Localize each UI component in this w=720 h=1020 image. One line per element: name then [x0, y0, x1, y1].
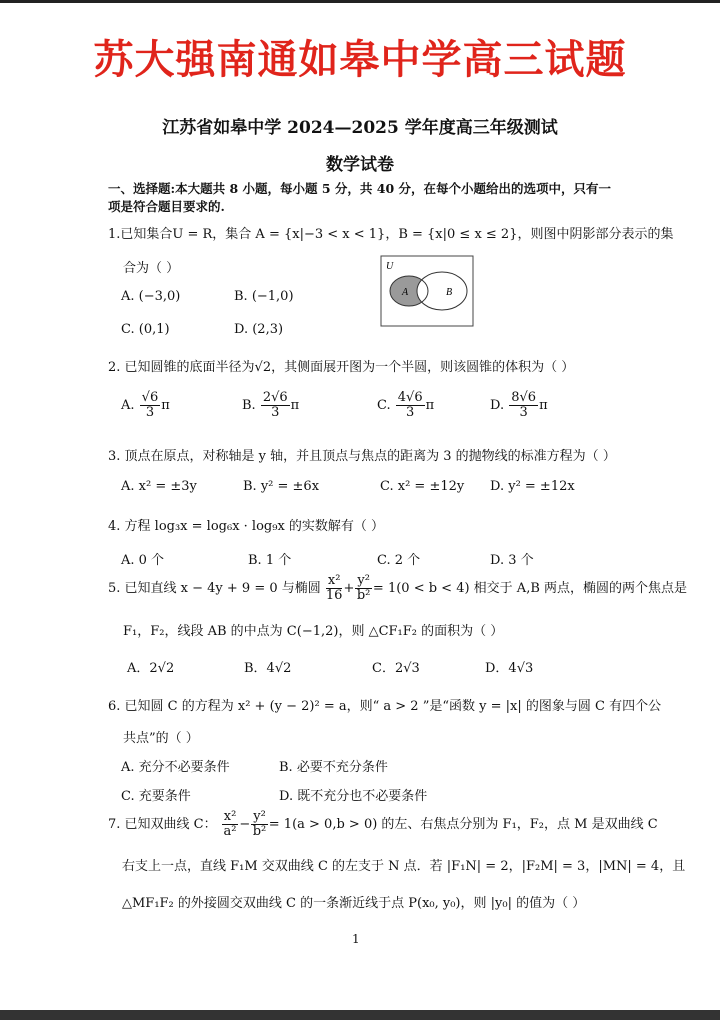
q1-stem: 1.已知集合U = R，集合 A = {x|−3 < x < 1}，B = {x|0 ≤ x ≤ 2}，则图中阴影部分表示的集 — [108, 227, 674, 242]
q6-option-c: C. 充要条件 — [121, 789, 191, 804]
q4-stem: 4. 方程 log₃x = log₆x · log₉x 的实数解有（ ） — [108, 519, 385, 534]
q4-option-a: A. 0 个 — [121, 553, 165, 568]
venn-diagram — [380, 255, 474, 327]
q1-stem-cont: 合为（ ） — [123, 261, 180, 276]
q1-option-d: D. (2,3) — [234, 322, 284, 337]
q3-option-b: B. y² = ±6x — [243, 479, 320, 494]
q6-stem: 6. 已知圆 C 的方程为 x² + (y − 2)² = a，则“ a > 2 ”是“函数 y = |x| 的图象与圆 C 有四个公 — [108, 699, 662, 714]
subject-title: 数学试卷 — [326, 155, 394, 175]
q3-option-c: C. x² = ±12y — [380, 479, 465, 494]
q7-stem-cont-2: △MF₁F₂ 的外接圆交双曲线 C 的一条渐近线于点 P(x₀, y₀)，则 |y₀| 的值为（ ） — [122, 896, 586, 911]
q2-option-d: D. $\frac{8√6}{3}$ π — [490, 390, 548, 420]
q2-stem: 2. 已知圆锥的底面半径为√2，其侧面展开图为一个半圆，则该圆锥的体积为（ ） — [108, 360, 575, 375]
q7-stem: 7. 已知双曲线 C： $\frac{\text{x²}}{\text{a²}}$ − $\frac{\text{y²}}{\text{b²}}$ = 1(a > 0,b > 0) 的左、右焦点分别为 F₁，F₂，点 M 是双曲线 C — [108, 809, 658, 839]
q5-stem-cont: F₁，F₂，线段 AB 的中点为 C(−1,2)，则 △CF₁F₂ 的面积为（ ） — [123, 624, 504, 639]
q5-stem: 5. 已知直线 x − 4y + 9 = 0 与椭圆 $\frac{\text{x²}}{16}$ + $\frac{\text{y²}}{\text{b²}}$ = 1(0 < b < 4) 相交于 A,B 两点，椭圆的两个焦点是 — [108, 573, 688, 603]
q3-option-d: D. y² = ±12x — [490, 479, 575, 494]
top-border — [0, 0, 720, 3]
venn-set-b — [417, 272, 467, 310]
q4-option-c: C. 2 个 — [377, 553, 421, 568]
q2-option-a: A. $\frac{√6}{3}$ π — [121, 390, 170, 420]
section-header: 一、选择题:本大题共 8 小题，每小题 5 分，共 40 分，在每个小题给出的选项中，只有一项是符合题目要求的. — [108, 181, 612, 214]
exam-title: 江苏省如皋中学 2024—2025 学年度高三年级测试 — [162, 118, 558, 138]
venn-label-a: A — [402, 287, 409, 298]
q7-stem-cont: 右支上一点，直线 F₁M 交双曲线 C 的左支于 N 点．若 |F₁N| = 2，|F₂M| = 3，|MN| = 4，且 — [122, 859, 686, 874]
q5-option-c: C．2√3 — [372, 661, 420, 676]
q3-option-a: A. x² = ±3y — [121, 479, 197, 494]
q6-option-a: A. 充分不必要条件 — [121, 760, 230, 775]
bottom-border — [0, 1010, 720, 1020]
q1-option-c: C. (0,1) — [121, 322, 170, 337]
q5-option-b: B．4√2 — [244, 661, 292, 676]
q6-stem-cont: 共点”的（ ） — [123, 731, 199, 746]
q5-option-a: A．2√2 — [127, 661, 175, 676]
banner-title: 苏大强南通如皋中学高三试题 — [93, 37, 627, 83]
q4-option-b: B. 1 个 — [248, 553, 292, 568]
q4-option-d: D. 3 个 — [490, 553, 534, 568]
q2-option-b: B. $\frac{2√6}{3}$ π — [242, 390, 300, 420]
venn-label-b: B — [446, 287, 453, 298]
q5-option-d: D．4√3 — [485, 661, 534, 676]
q2-option-c: C. $\frac{4√6}{3}$ π — [377, 390, 435, 420]
q6-option-b: B. 必要不充分条件 — [279, 760, 388, 775]
venn-label-u: U — [386, 261, 394, 272]
q1-option-a: A. (−3,0) — [121, 289, 181, 304]
page-number: 1 — [352, 932, 360, 946]
q6-option-d: D. 既不充分也不必要条件 — [279, 789, 428, 804]
q3-stem: 3. 顶点在原点，对称轴是 y 轴，并且顶点与焦点的距离为 3 的抛物线的标准方程为（ ） — [108, 449, 616, 464]
q1-option-b: B. (−1,0) — [234, 289, 294, 304]
